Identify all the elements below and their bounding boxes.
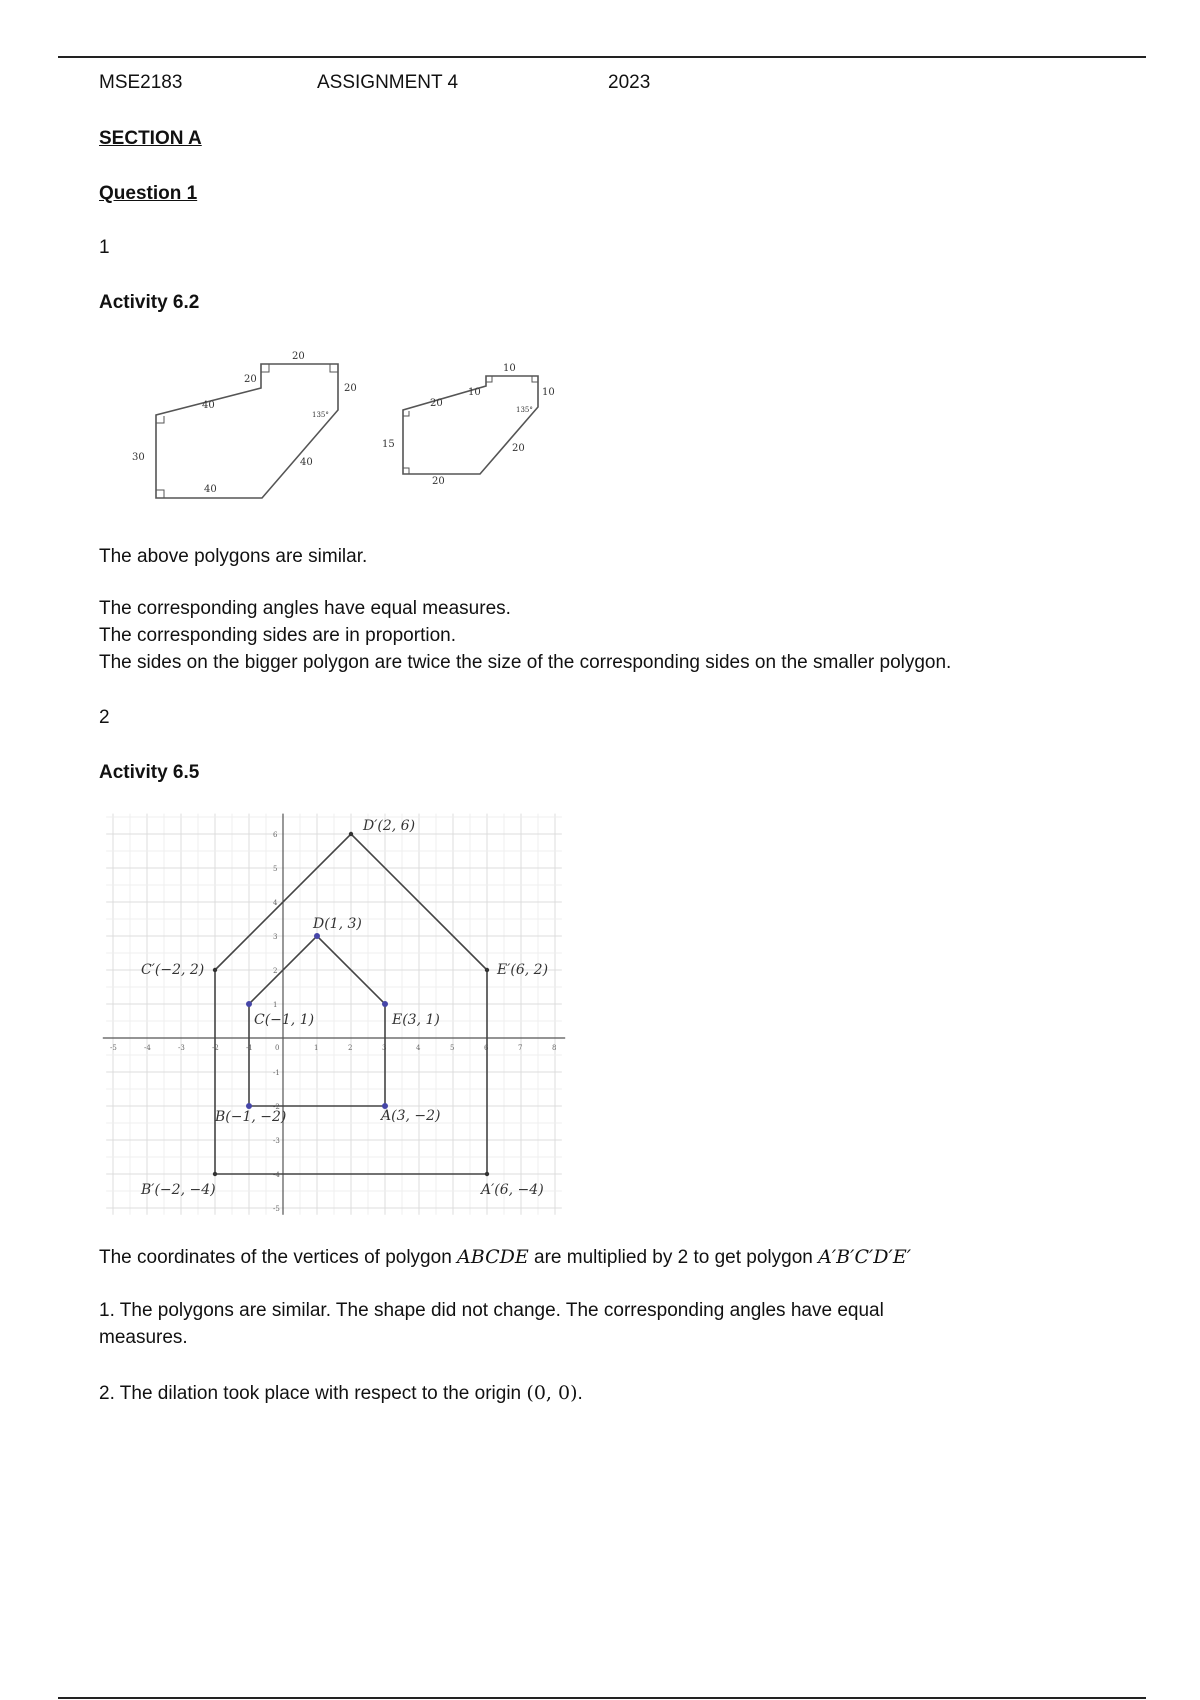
twice-size-line: The sides on the bigger polygon are twice the size of the corresponding sides on the smaller polygon. xyxy=(99,652,952,673)
image-vertex-point xyxy=(213,968,217,972)
small-label-upper-left: 20 xyxy=(430,398,443,409)
point-2-end: . xyxy=(577,1383,583,1404)
large-label-top: 20 xyxy=(292,351,305,362)
x-tick-label: 1 xyxy=(314,1044,319,1052)
coordinates-statement xyxy=(99,1244,911,1271)
dilation-graph xyxy=(100,808,580,1218)
small-label-bottom: 20 xyxy=(432,476,445,487)
small-label-diagonal: 20 xyxy=(512,443,525,454)
large-label-upper-left: 40 xyxy=(202,400,215,411)
y-tick-label: -1 xyxy=(273,1069,280,1077)
small-label-inner-vertical: 10 xyxy=(468,387,481,398)
vertex-label: E′(6, 2) xyxy=(497,962,549,978)
y-tick-label: 6 xyxy=(273,831,278,839)
image-vertex-point xyxy=(485,968,489,972)
dilation-graph-svg xyxy=(100,808,580,1218)
small-angle-label: 135° xyxy=(516,406,533,414)
proportion-line: The corresponding sides are in proportion. xyxy=(99,625,456,646)
polygon-image: A′B′C′D′E′ xyxy=(818,1246,912,1268)
y-tick-label: 5 xyxy=(273,865,278,873)
point-2 xyxy=(99,1380,583,1407)
x-tick-label: -2 xyxy=(212,1044,219,1052)
x-tick-label: 2 xyxy=(348,1044,353,1052)
small-label-right: 10 xyxy=(542,387,555,398)
y-tick-label: -2 xyxy=(273,1103,280,1111)
vertex-label: C(−1, 1) xyxy=(254,1012,315,1028)
top-rule xyxy=(58,56,1146,58)
large-label-diagonal: 40 xyxy=(300,457,313,468)
coordinates-text-before: The coordinates of the vertices of polygon xyxy=(99,1247,452,1268)
image-vertex-point xyxy=(213,1172,217,1176)
large-angle-label: 135° xyxy=(312,411,329,419)
x-tick-label: 7 xyxy=(518,1044,523,1052)
x-tick-label: 4 xyxy=(416,1044,421,1052)
x-tick-label: 6 xyxy=(484,1044,489,1052)
vertex-label: C′(−2, 2) xyxy=(141,962,205,978)
question-heading: Question 1 xyxy=(99,183,198,204)
angles-line: The corresponding angles have equal measures. xyxy=(99,598,511,619)
assignment-title: ASSIGNMENT 4 xyxy=(317,72,459,93)
original-vertex-point xyxy=(314,933,320,939)
x-tick-label: -5 xyxy=(110,1044,117,1052)
image-vertex-point xyxy=(349,832,353,836)
activity-heading-1: Activity 6.2 xyxy=(99,292,200,313)
coordinates-text-mid: are multiplied by 2 to get polygon xyxy=(534,1247,813,1268)
large-label-inner-vertical: 20 xyxy=(244,374,257,385)
section-heading: SECTION A xyxy=(99,128,202,149)
part-number-1: 1 xyxy=(99,237,110,258)
small-label-top: 10 xyxy=(503,363,516,374)
x-tick-label: -3 xyxy=(178,1044,185,1052)
original-vertex-point xyxy=(246,1001,252,1007)
similar-statement: The above polygons are similar. xyxy=(99,546,368,567)
original-vertex-point xyxy=(382,1001,388,1007)
point-2-text: 2. The dilation took place with respect to the origin xyxy=(99,1383,522,1404)
y-tick-label: -4 xyxy=(273,1171,280,1179)
course-code: MSE2183 xyxy=(99,72,183,93)
point-1-line-2: measures. xyxy=(99,1327,188,1348)
x-tick-label: 0 xyxy=(275,1044,280,1052)
y-tick-label: 2 xyxy=(273,967,278,975)
y-tick-label: 1 xyxy=(273,1001,278,1009)
similar-polygons-figure xyxy=(120,340,570,510)
part-number-2: 2 xyxy=(99,707,110,728)
assignment-year: 2023 xyxy=(608,72,651,93)
bottom-rule xyxy=(58,1697,1146,1699)
large-label-bottom: 40 xyxy=(204,484,217,495)
y-tick-label: -5 xyxy=(273,1205,280,1213)
vertex-label: B′(−2, −4) xyxy=(141,1182,216,1198)
vertex-label: B(−1, −2) xyxy=(215,1109,287,1125)
vertex-label: D(1, 3) xyxy=(313,916,362,932)
similar-polygons-svg xyxy=(120,340,570,510)
y-tick-label: 4 xyxy=(273,899,278,907)
x-tick-label: 8 xyxy=(552,1044,557,1052)
x-tick-label: -4 xyxy=(144,1044,151,1052)
vertex-label: D′(2, 6) xyxy=(363,818,416,834)
point-1-line-1: 1. The polygons are similar. The shape did not change. The corresponding angles have equal xyxy=(99,1300,884,1321)
large-label-right: 20 xyxy=(344,383,357,394)
image-vertex-point xyxy=(485,1172,489,1176)
y-tick-label: 3 xyxy=(273,933,278,941)
large-label-left: 30 xyxy=(132,452,145,463)
origin-coordinate: (0, 0) xyxy=(526,1382,578,1404)
x-tick-label: 3 xyxy=(382,1044,387,1052)
polygon-abcde: ABCDE xyxy=(457,1246,529,1268)
x-tick-label: -1 xyxy=(246,1044,253,1052)
vertex-label: E(3, 1) xyxy=(392,1012,440,1028)
vertex-label: A′(6, −4) xyxy=(481,1182,544,1198)
x-tick-label: 5 xyxy=(450,1044,455,1052)
y-tick-label: -3 xyxy=(273,1137,280,1145)
activity-heading-2: Activity 6.5 xyxy=(99,762,200,783)
vertex-label: A(3, −2) xyxy=(381,1108,441,1124)
small-label-left: 15 xyxy=(382,439,395,450)
